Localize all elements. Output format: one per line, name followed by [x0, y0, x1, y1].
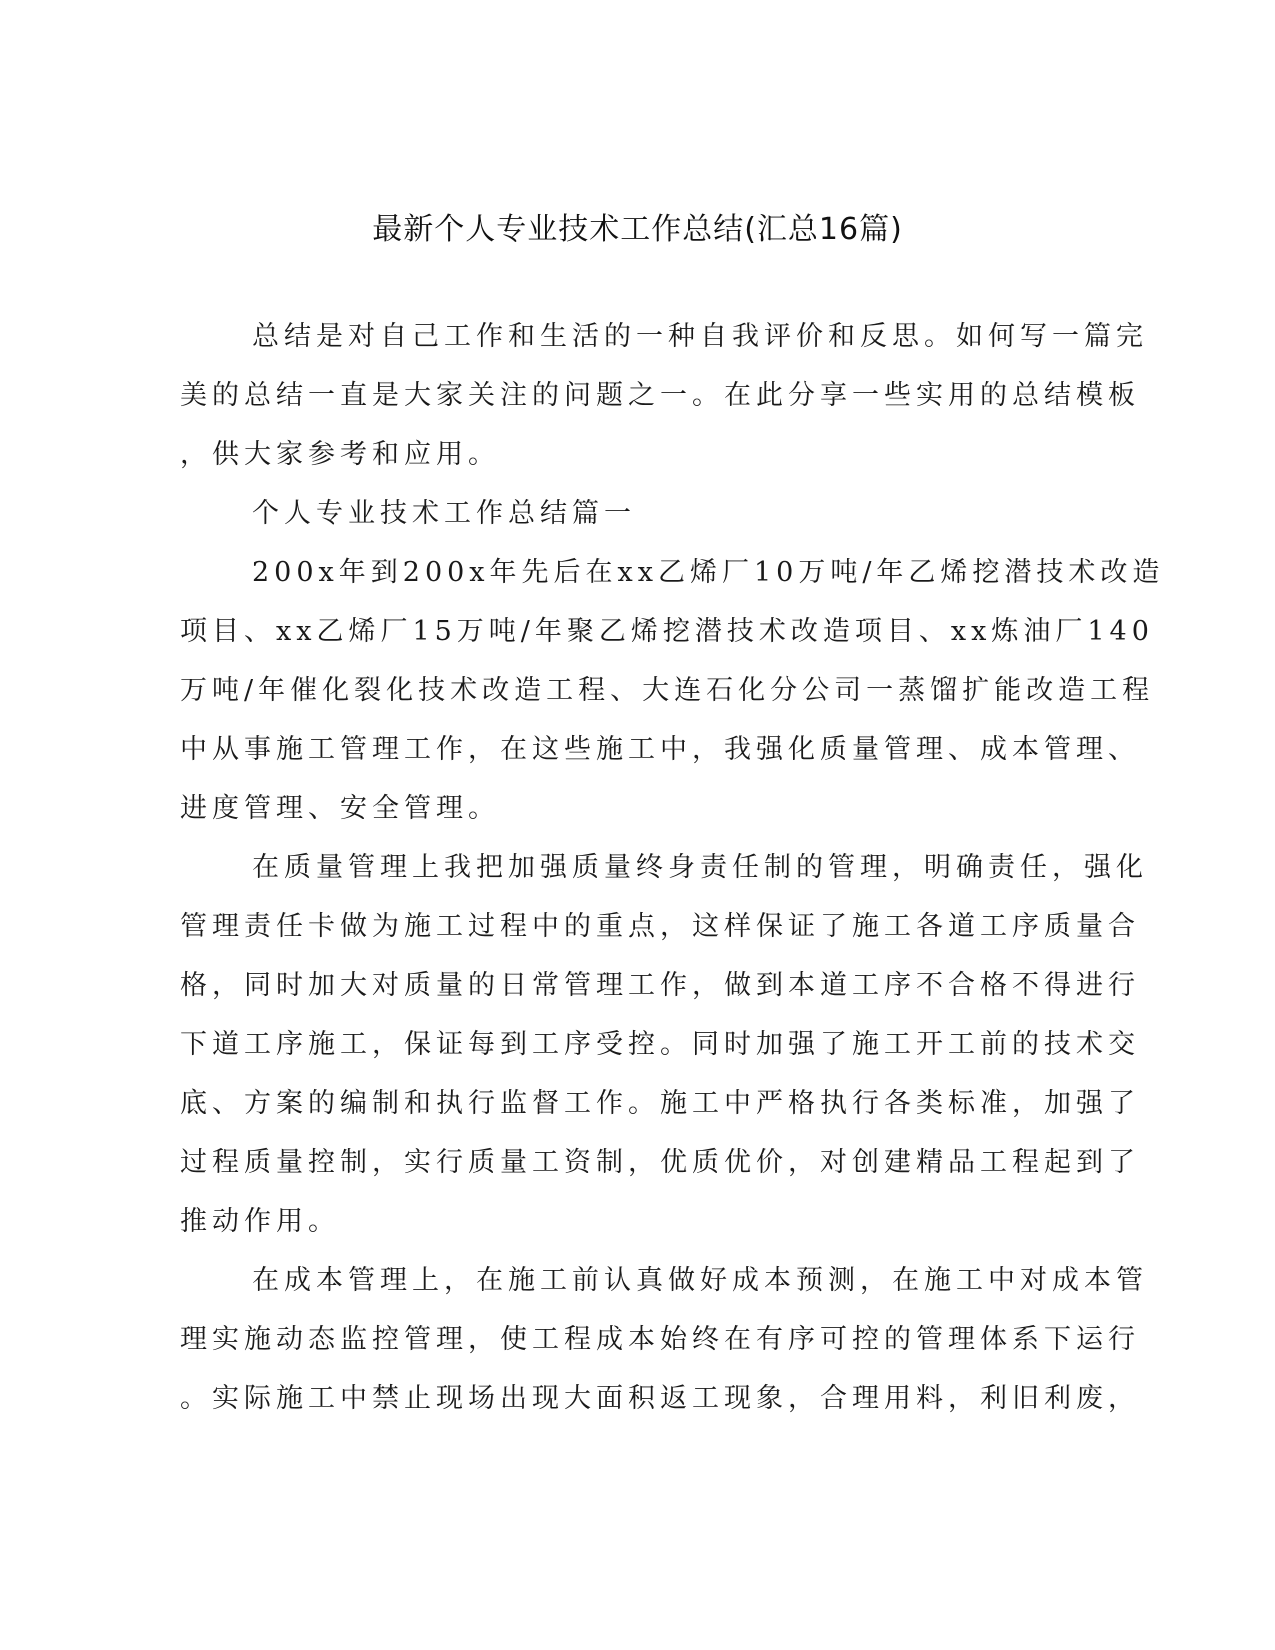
paragraph-line: 美的总结一直是大家关注的问题之一。在此分享一些实用的总结模板: [180, 380, 1140, 411]
section-heading: 个人专业技术工作总结篇一: [252, 498, 636, 529]
paragraph-line: 。实际施工中禁止现场出现大面积返工现象，合理用料，利旧利废，: [180, 1383, 1140, 1414]
document-title: 最新个人专业技术工作总结(汇总16篇): [372, 212, 903, 247]
paragraph-line: 管理责任卡做为施工过程中的重点，这样保证了施工各道工序质量合: [180, 911, 1140, 942]
paragraph-line: 底、方案的编制和执行监督工作。施工中严格执行各类标准，加强了: [180, 1088, 1140, 1119]
paragraph-line: 200x年到200x年先后在xx乙烯厂10万吨/年乙烯挖潜技术改造: [252, 557, 1165, 588]
paragraph-line: 在质量管理上我把加强质量终身责任制的管理，明确责任，强化: [252, 852, 1148, 883]
paragraph-line: ，供大家参考和应用。: [180, 439, 500, 470]
paragraph-line: 在成本管理上，在施工前认真做好成本预测，在施工中对成本管: [252, 1265, 1148, 1296]
paragraph-line: 下道工序施工，保证每到工序受控。同时加强了施工开工前的技术交: [180, 1029, 1140, 1060]
paragraph-line: 进度管理、安全管理。: [180, 793, 500, 824]
paragraph-line: 项目、xx乙烯厂15万吨/年聚乙烯挖潜技术改造项目、xx炼油厂140: [180, 616, 1154, 647]
paragraph-line: 推动作用。: [180, 1206, 340, 1237]
paragraph-line: 万吨/年催化裂化技术改造工程、大连石化分公司一蒸馏扩能改造工程: [180, 675, 1155, 706]
paragraph-line: 过程质量控制，实行质量工资制，优质优价，对创建精品工程起到了: [180, 1147, 1140, 1178]
paragraph-line: 理实施动态监控管理，使工程成本始终在有序可控的管理体系下运行: [180, 1324, 1140, 1355]
paragraph-line: 中从事施工管理工作，在这些施工中，我强化质量管理、成本管理、: [180, 734, 1140, 765]
paragraph-line: 总结是对自己工作和生活的一种自我评价和反思。如何写一篇完: [252, 321, 1148, 352]
paragraph-line: 格，同时加大对质量的日常管理工作，做到本道工序不合格不得进行: [180, 970, 1140, 1001]
